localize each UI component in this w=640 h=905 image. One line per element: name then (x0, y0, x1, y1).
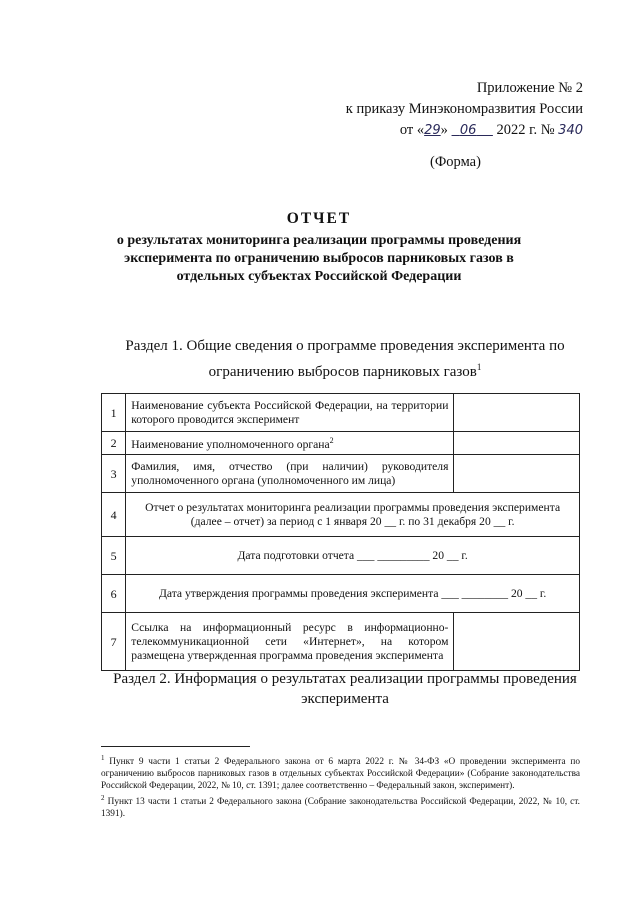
row-number: 3 (102, 455, 126, 493)
date-prefix: от « (399, 122, 425, 138)
row-label: Дата подготовки отчета ___ _________ 20 __ г. (126, 537, 580, 575)
footnote-ref-2: 2 (329, 436, 334, 446)
table-row (102, 394, 580, 432)
table-row (102, 537, 580, 575)
row-number: 5 (102, 537, 126, 575)
date-day: 29 (424, 123, 441, 138)
row-number: 6 (102, 575, 126, 613)
appendix-order: к приказу Минэкономразвития России (345, 101, 583, 117)
appendix-header (323, 78, 583, 141)
row-value (454, 455, 580, 493)
order-number: 340 (558, 123, 583, 138)
date-month: 06 (459, 123, 477, 138)
row-label: Ссылка на информационный ресурс в информационно-телекоммуникационной сети «Интернет», на котором размещена утвержденная программа проведения эксперимента (126, 613, 454, 671)
appendix-date (323, 120, 583, 141)
row-value (454, 613, 580, 671)
footnotes (101, 752, 580, 820)
info-table (101, 393, 580, 671)
footnote: $^1$ Пункт 9 части 1 статьи 2 Федерального закона от 6 марта 2022 г. № 34-ФЗ «О проведении эксперимента по ограничению выбросов парниковых газов в отдельных субъектах Российской Федерации» (Собрание законодательства Российской Федерации, 2022, № 10, ст. 1391; далее соответственно – Федеральный закон, эксперимент). (101, 754, 580, 792)
form-label: (Форма) (430, 154, 481, 170)
row-label: Наименование уполномоченного органа$^2$ (126, 432, 454, 455)
row-value (454, 394, 580, 432)
footnote: $^2$ Пункт 13 части 1 статьи 2 Федерального закона (Собрание законодательства Российской Федерации, 2022, № 10, ст. 1391). (101, 794, 580, 820)
row-number: 1 (102, 394, 126, 432)
report-heading: ОТЧЕТ (286, 210, 352, 227)
row-label: Фамилия, имя, отчество (при наличии) руководителя уполномоченного органа (уполномоченного им лица) (126, 455, 454, 493)
report-title (100, 210, 538, 286)
section1-title: Раздел 1. Общие сведения о программе проведения эксперимента по ограничению выбросов парниковых газов$^1$ (125, 338, 565, 380)
table-row (102, 575, 580, 613)
table-row (102, 455, 580, 493)
report-subtitle: о результатах мониторинга реализации программы проведения эксперимента по ограничению выбросов парниковых газов в отдельных субъектах Российской Федерации (116, 233, 522, 284)
footnote-divider (101, 746, 250, 747)
row-value (454, 432, 580, 455)
row-number: 7 (102, 613, 126, 671)
footnote-ref-1: 1 (476, 362, 482, 372)
table-row (102, 613, 580, 671)
date-mid: » (440, 122, 448, 138)
table-row (102, 493, 580, 537)
section2-title: Раздел 2. Информация о результатах реализации программы проведения эксперимента (113, 671, 577, 707)
row-label: Дата утверждения программы проведения эксперимента ___ ________ 20 __ г. (126, 575, 580, 613)
row-label: Наименование субъекта Российской Федерации, на территории которого проводится эксперимент (126, 394, 454, 432)
row-label: Отчет о результатах мониторинга реализации программы проведения эксперимента (далее – отчет) за период с 1 января 20 __ г. по 31 декабря 20 __ г. (126, 493, 580, 537)
row-number: 4 (102, 493, 126, 537)
appendix-number: Приложение № 2 (476, 80, 583, 96)
table-row (102, 432, 580, 455)
date-year: 2022 г. № (496, 122, 555, 138)
row-number: 2 (102, 432, 126, 455)
